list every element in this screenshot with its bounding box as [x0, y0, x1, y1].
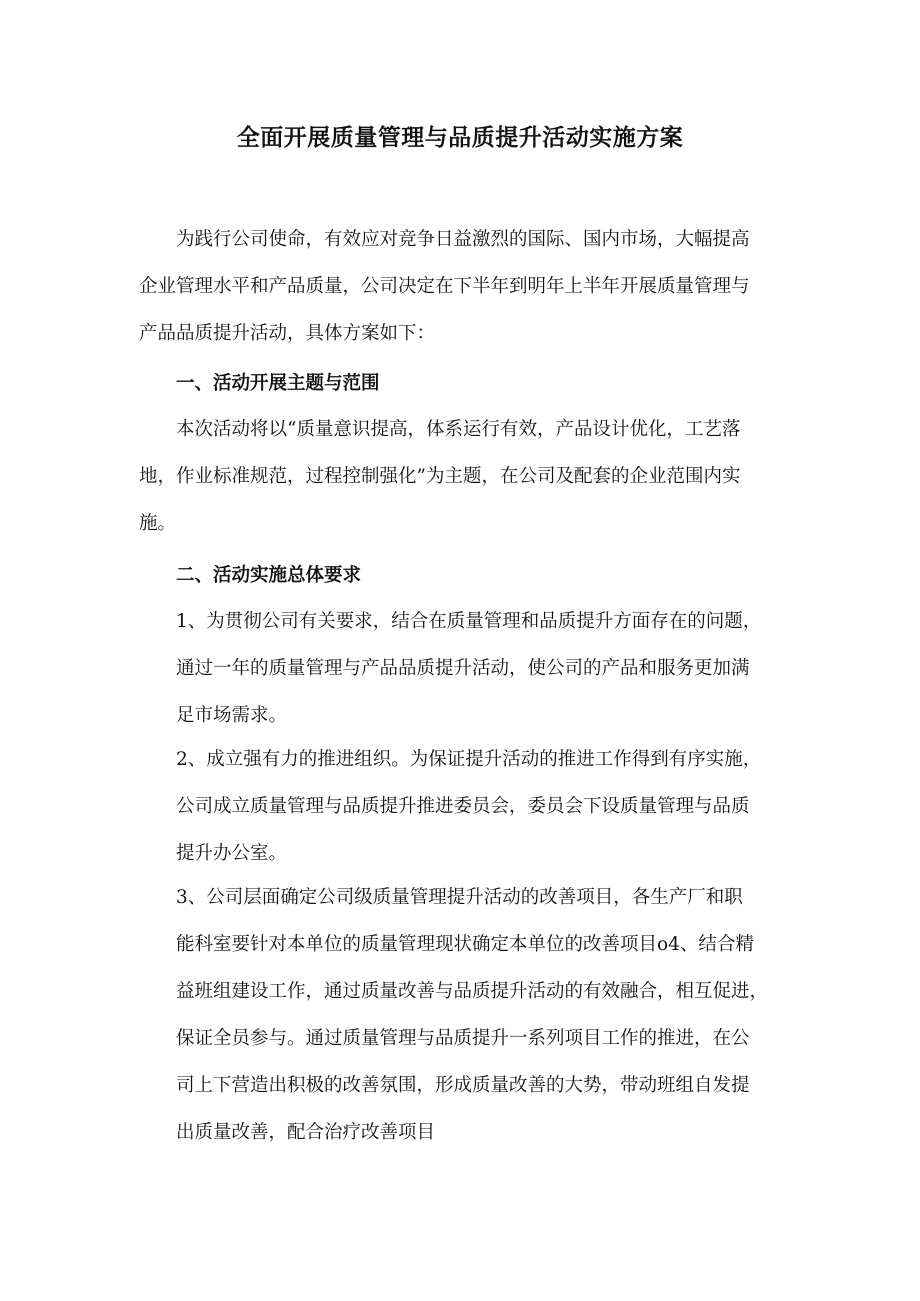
intro-line-3: 产品品质提升活动，具体方案如下：: [139, 323, 436, 344]
section2-item3: [176, 874, 796, 1156]
item3-line-4: 保证全员参与。通过质量管理与品质提升一系列项目工作的推进，在公: [176, 1028, 750, 1049]
section2-heading: 二、活动实施总体要求: [176, 565, 362, 586]
section1-line-2: 地，作业标准规范，过程控制强化”为主题，在公司及配套的企业范围内实: [139, 466, 741, 487]
intro-paragraph: [139, 216, 796, 357]
section2-item2: [176, 736, 796, 877]
section1-line-3: 施。: [139, 513, 177, 534]
document-title: 全面开展质量管理与品质提升活动实施方案: [236, 125, 684, 151]
intro-line-2: 企业管理水平和产品质量，公司决定在下半年到明年上半年开展质量管理与: [139, 276, 750, 297]
section1-heading: 一、活动开展主题与范围: [176, 373, 380, 394]
item3-line-5: 司上下营造出积极的改善氛围，形成质量改善的大势，带动班组自发提: [176, 1075, 750, 1096]
item3-line-1: 3、公司层面确定公司级质量管理提升活动的改善项目，各生产厂和职: [176, 887, 743, 908]
item2-line-3: 提升办公室。: [176, 843, 288, 864]
item1-line-1: 1、为贯彻公司有关要求，结合在质量管理和品质提升方面存在的问题，: [176, 611, 762, 632]
item3-line-3: 益班组建设工作，通过质量改善与品质提升活动的有效融合，相互促进，: [176, 981, 769, 1002]
item2-line-2: 公司成立质量管理与品质提升推进委员会，委员会下设质量管理与品质: [176, 796, 750, 817]
section1-paragraph: [139, 406, 796, 547]
item3-line-6: 出质量改善，配合治疗改善项目: [176, 1122, 436, 1143]
section1-line-1: 本次活动将以“质量意识提高，体系运行有效，产品设计优化，工艺落: [176, 419, 741, 440]
item1-line-2: 通过一年的质量管理与产品品质提升活动，使公司的产品和服务更加满: [176, 658, 750, 679]
section2-item1: [176, 598, 796, 739]
item2-line-1: 2、成立强有力的推进组织。为保证提升活动的推进工作得到有序实施，: [176, 749, 762, 770]
intro-line-1: 为践行公司使命，有效应对竞争日益激烈的国际、国内市场，大幅提高: [176, 229, 750, 250]
item3-line-2: 能科室要针对本单位的质量管理现状确定本单位的改善项目o4、结合精: [176, 934, 754, 955]
item1-line-3: 足市场需求。: [176, 705, 288, 726]
